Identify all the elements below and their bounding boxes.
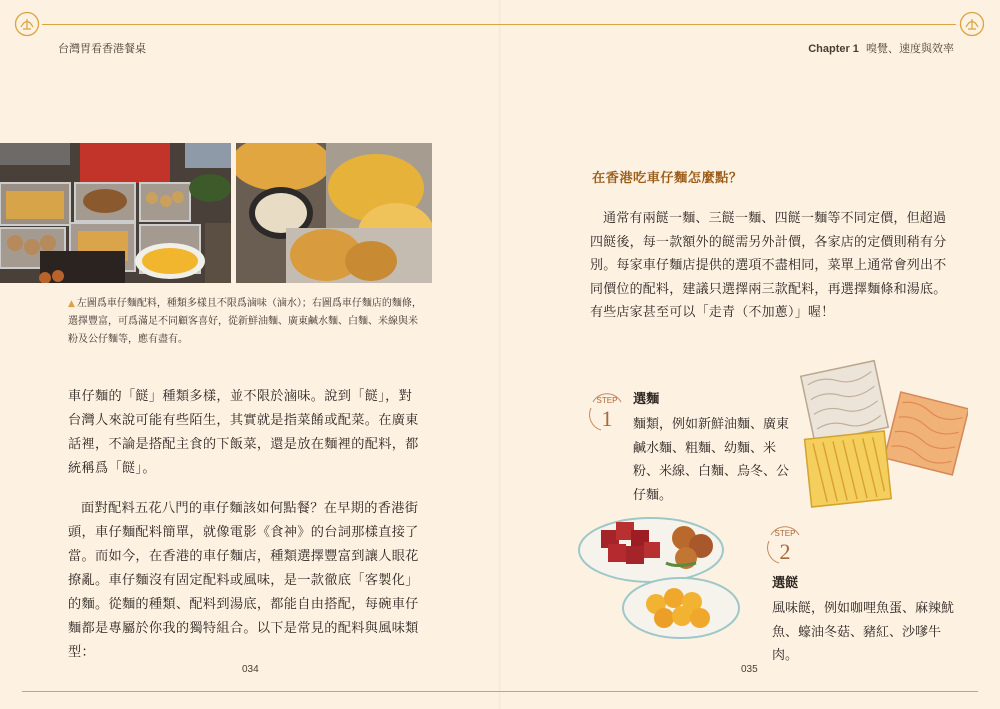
step-number: 2 <box>779 539 791 564</box>
page-number: 035 <box>741 664 758 675</box>
noodles-illustration <box>798 355 968 510</box>
body-paragraph: 通常有兩餸一麵、三餸一麵、四餸一麵等不同定價，但超過四餸後，每一款額外的餸需另外計價，各家店的定價則稍有分別。每家車仔麵店提供的選項不盡相同，菜單上通常會列出不同價位的配料，建議只選擇兩三款配料，再選擇麵條和湯底。有些店家甚至可以「走青（不加蔥）」喔！ <box>590 211 947 320</box>
emblem-icon <box>959 11 985 37</box>
emblem-icon <box>14 11 40 37</box>
step-label: STEP <box>774 529 796 538</box>
left-body-text <box>68 385 423 681</box>
book-gutter <box>499 0 501 709</box>
body-paragraph: 車仔麵的「餸」種類多樣，並不限於滷味。說到「餸」，對台灣人來說可能有些陌生，其實就是指菜餚或配菜。在廣東話裡，不論是搭配主食的下飯菜，還是放在麵裡的配料，都統稱爲「餸」。 <box>68 389 419 476</box>
triangle-icon: ▲ <box>68 299 75 309</box>
chapter-label: Chapter 1 <box>808 43 859 55</box>
noodles-photo <box>236 143 432 283</box>
photo-caption <box>68 295 423 349</box>
running-head-chapter <box>808 40 954 56</box>
step-1-badge <box>587 388 627 434</box>
step-1-description: 麵類，例如新鮮油麵、廣東鹹水麵、粗麵、幼麵、米粉、米線、白麵、烏冬、公仔麵。 <box>633 417 790 503</box>
page-number: 034 <box>242 664 259 675</box>
step-label: STEP <box>596 396 618 405</box>
running-head-book-title: 台灣胃看香港餐桌 <box>58 42 146 55</box>
step-1-title: 選麵 <box>633 392 660 407</box>
toppings-photo <box>0 143 231 283</box>
step-2-title: 選餸 <box>772 576 799 591</box>
footer-rule <box>22 691 978 692</box>
step-2-badge <box>765 521 805 567</box>
body-paragraph: 面對配料五花八門的車仔麵該如何點餐？在早期的香港街頭，車仔麵配料簡單，就像電影《食神》的台詞那樣直接了當。而如今，在香港的車仔麵店，種類選擇豐富到讓人眼花撩亂。車仔麵沒有固定配料或風味，是一款徹底「客製化」的麵。從麵的種類、配料到湯底，都能自由搭配，每碗車仔麵都是專屬於你我的獨特組合。以下是常見的配料與風味類型： <box>68 501 419 660</box>
step-number: 1 <box>601 406 613 431</box>
chapter-title: 嗅覺、速度與效率 <box>866 42 954 55</box>
section-heading: 在香港吃車仔麵怎麼點？ <box>592 171 743 186</box>
caption-text: 左圖爲車仔麵配料，種類多樣且不限爲滷味（滷水）；右圖爲車仔麵店的麵條，選擇豐富，可爲滿足不同顧客喜好，從新鮮油麵、廣東鹹水麵、白麵、米線與米粉及公仔麵等，應有盡有。 <box>68 298 422 345</box>
step-2-description: 風味餸，例如咖哩魚蛋、麻辣魷魚、蠔油冬菇、豬紅、沙嗲牛肉。 <box>772 601 955 663</box>
header-rule <box>42 24 956 25</box>
right-body-text <box>590 207 950 325</box>
toppings-illustration <box>576 508 756 643</box>
